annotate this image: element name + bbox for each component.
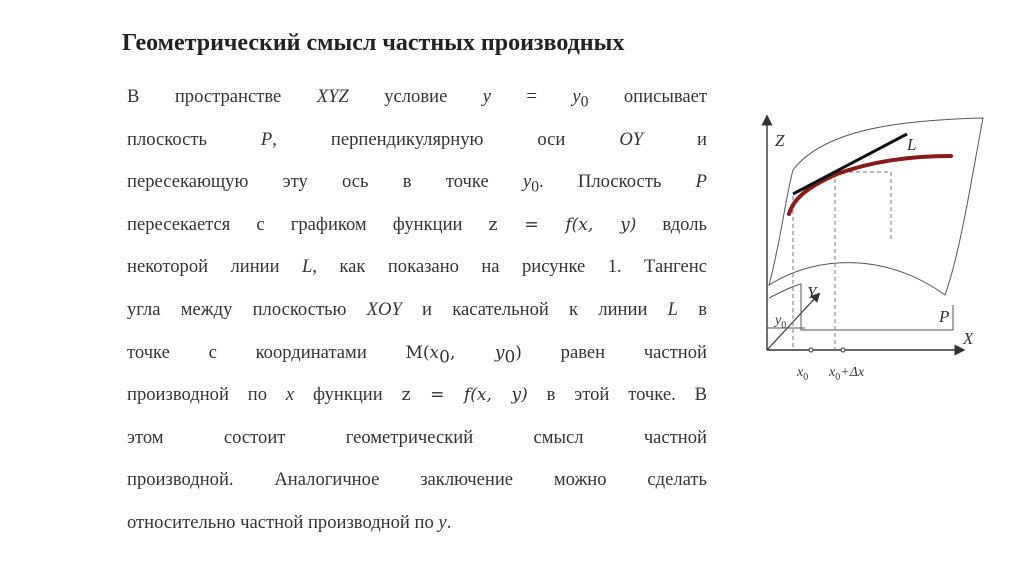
text-line-4: пересекается с графиком функции z = f(x, y) вдоль [127, 213, 707, 235]
label-y: Y [807, 283, 817, 302]
text-line-5: некоторой линии L, как показано на рисунке 1. Тангенс [127, 256, 707, 278]
tangent-line [793, 134, 907, 194]
text-line-8: производной по x функции z = f(x, y) в этой точке. В [127, 384, 707, 406]
label-x0: $x_0$ [797, 365, 809, 383]
label-x0-dx: $x_0+\Delta x$ [829, 365, 865, 383]
label-p: P [939, 307, 950, 326]
surface-outline [769, 118, 983, 295]
text-line-11: относительно частной производной по y. [127, 511, 452, 533]
label-l: L [907, 135, 917, 154]
text-line-7: точке с координатами $M(x_0$, $y_0$) равен частной [127, 341, 707, 368]
text-line-9: этом состоит геометрический смысл частной [127, 426, 707, 448]
label-x: X [963, 329, 974, 348]
label-y0: $y_0$ [775, 313, 787, 331]
slide-title: Геометрический смысл частных производных [122, 30, 625, 56]
text-line-10: производной. Аналогичное заключение можно сделать [127, 469, 707, 491]
tick-x0dx [841, 348, 845, 352]
plane-p [769, 284, 953, 330]
text-line-2: плоскость P, перпендикулярную оси OY и [127, 128, 707, 150]
surface-figure [755, 100, 995, 390]
text-line-6: угла между плоскостью XOY и касательной к линии L в [127, 298, 707, 320]
label-z: Z [775, 131, 785, 150]
body-paragraph [127, 76, 707, 545]
tick-x0 [809, 348, 813, 352]
text-line-3: пересекающую эту ось в точке $y_0$. Плоскость P [127, 171, 707, 196]
text-line-1: В пространстве XYZ условие $y = y_0$ описывает [127, 86, 707, 111]
